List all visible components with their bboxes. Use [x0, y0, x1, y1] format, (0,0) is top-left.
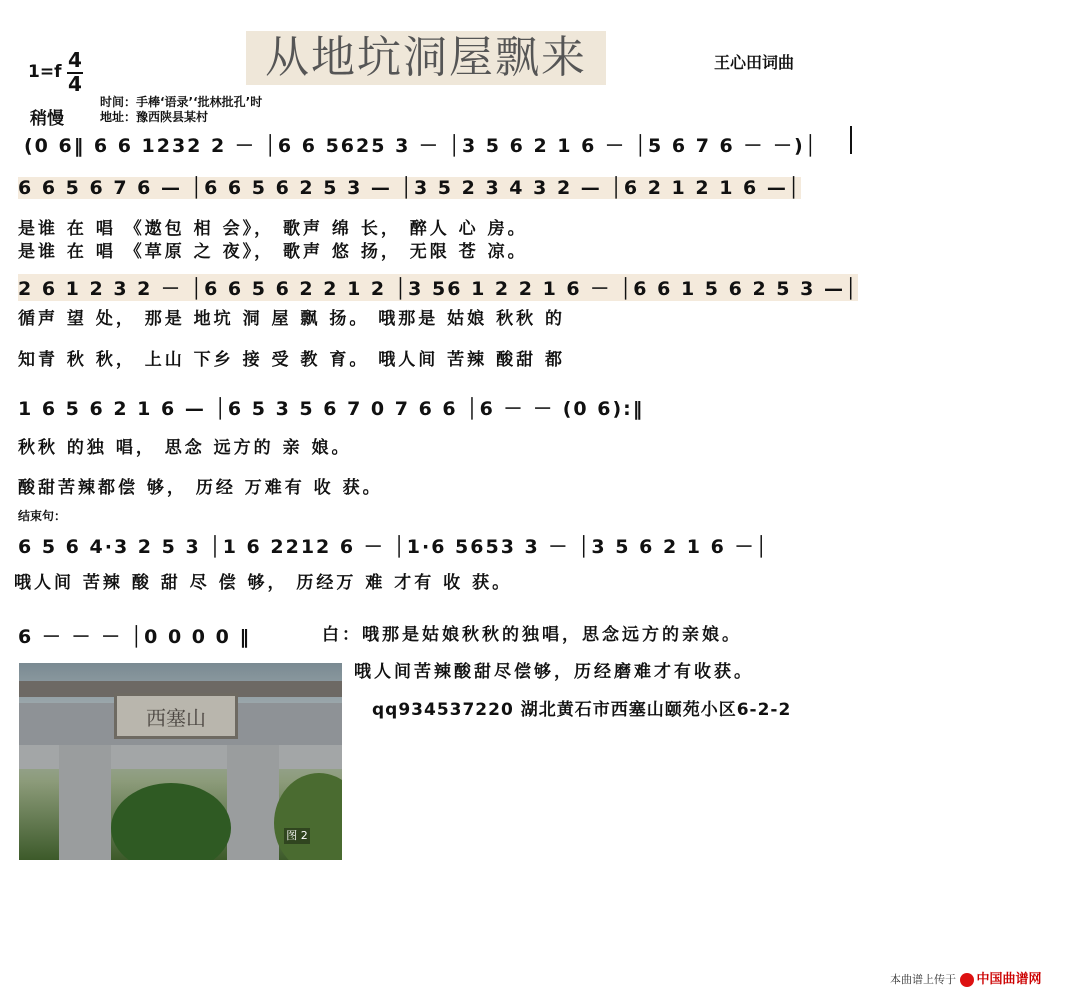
lyrics-row-4-verse-2: 酸甜苦辣都偿 够， 历经 万难有 收 获。	[18, 478, 383, 498]
song-title: 从地坑洞屋飘来	[246, 31, 606, 85]
lyrics-row-5: 哦人间 苦辣 酸 甜 尽 偿 够， 历经万 难 才有 收 获。	[14, 573, 513, 593]
barline	[850, 126, 852, 154]
gate-photo	[19, 663, 342, 860]
ending-label: 结束句：	[18, 509, 67, 523]
meter-denominator: 4	[68, 72, 82, 96]
tempo-marking: 稍慢	[30, 109, 64, 129]
key-signature: 1=f	[28, 62, 62, 82]
contact-info: qq934537220 湖北黄石市西塞山颐苑小区6-2-2	[372, 700, 792, 720]
notation-row-5: 6 5 6 4·3 2 5 3 │1 6 2212 6 － │1·6 5653 3 － │3 5 6 2 1 6 －│	[18, 536, 769, 558]
tree-foliage-right	[274, 773, 342, 860]
gate-pillar-left	[59, 745, 111, 860]
notation-row-6: 6 － － － │0 0 0 0 ‖	[18, 626, 251, 648]
notation-row-3: 2 6 1 2 3 2 － │6 6 5 6 2 2 1 2 │3 56 1 2 2 1 6 － │6 6 1 5 6 2 5 3 —│	[18, 274, 858, 301]
lyrics-row-3-verse-2: 知青 秋 秋， 上山 下乡 接 受 教 育。 哦人间 苦辣 酸甜 都	[18, 350, 566, 370]
notation-row-4: 1 6 5 6 2 1 6 — │6 5 3 5 6 7 0 7 6 6 │6 － － (0 6):‖	[18, 398, 645, 420]
upload-credit-prefix: 本曲谱上传于	[890, 973, 956, 986]
tree-foliage	[111, 783, 231, 860]
composer-credit: 王心田词曲	[714, 53, 795, 72]
time-note: 时间：手棒‘语录’‘批林批孔’时	[100, 95, 263, 109]
site-logo-icon	[960, 973, 974, 987]
image-counter-badge[interactable]: 图 2	[284, 828, 310, 844]
meter-numerator: 4	[68, 48, 82, 72]
notation-row-1: (0 6‖ 6 6 1232 2 － │6 6 5625 3 － │3 5 6 2 1 6 － │5 6 7 6 － －)│	[24, 135, 819, 157]
place-note: 地址：豫西陕县某村	[100, 110, 209, 124]
lyrics-row-2-verse-1: 是谁 在 唱 《遨包 相 会》， 歌声 绵 长， 醉人 心 房。	[18, 219, 528, 239]
spoken-line-1: 白：哦那是姑娘秋秋的独唱，思念远方的亲娘。	[322, 625, 742, 645]
lyrics-row-4-verse-1: 秋秋 的独 唱， 思念 远方的 亲 娘。	[18, 438, 352, 458]
lyrics-row-2-verse-2: 是谁 在 唱 《草原 之 夜》， 歌声 悠 扬， 无限 苍 凉。	[18, 242, 528, 262]
gate-pillar-right	[227, 745, 279, 860]
spoken-line-2: 哦人间苦辣酸甜尽偿够，历经磨难才有收获。	[354, 662, 754, 682]
site-name[interactable]: 中国曲谱网	[976, 972, 1042, 987]
lyrics-row-3-verse-1: 循声 望 处， 那是 地坑 洞 屋 飘 扬。 哦那是 姑娘 秋秋 的	[18, 309, 566, 329]
gate-plaque	[114, 693, 238, 739]
notation-row-2: 6 6 5 6 7 6 — │6 6 5 6 2 5 3 — │3 5 2 3 4 3 2 — │6 2 1 2 1 6 —│	[18, 177, 802, 199]
upload-credit	[890, 968, 1042, 987]
plaque-text: 西塞山	[146, 706, 206, 730]
